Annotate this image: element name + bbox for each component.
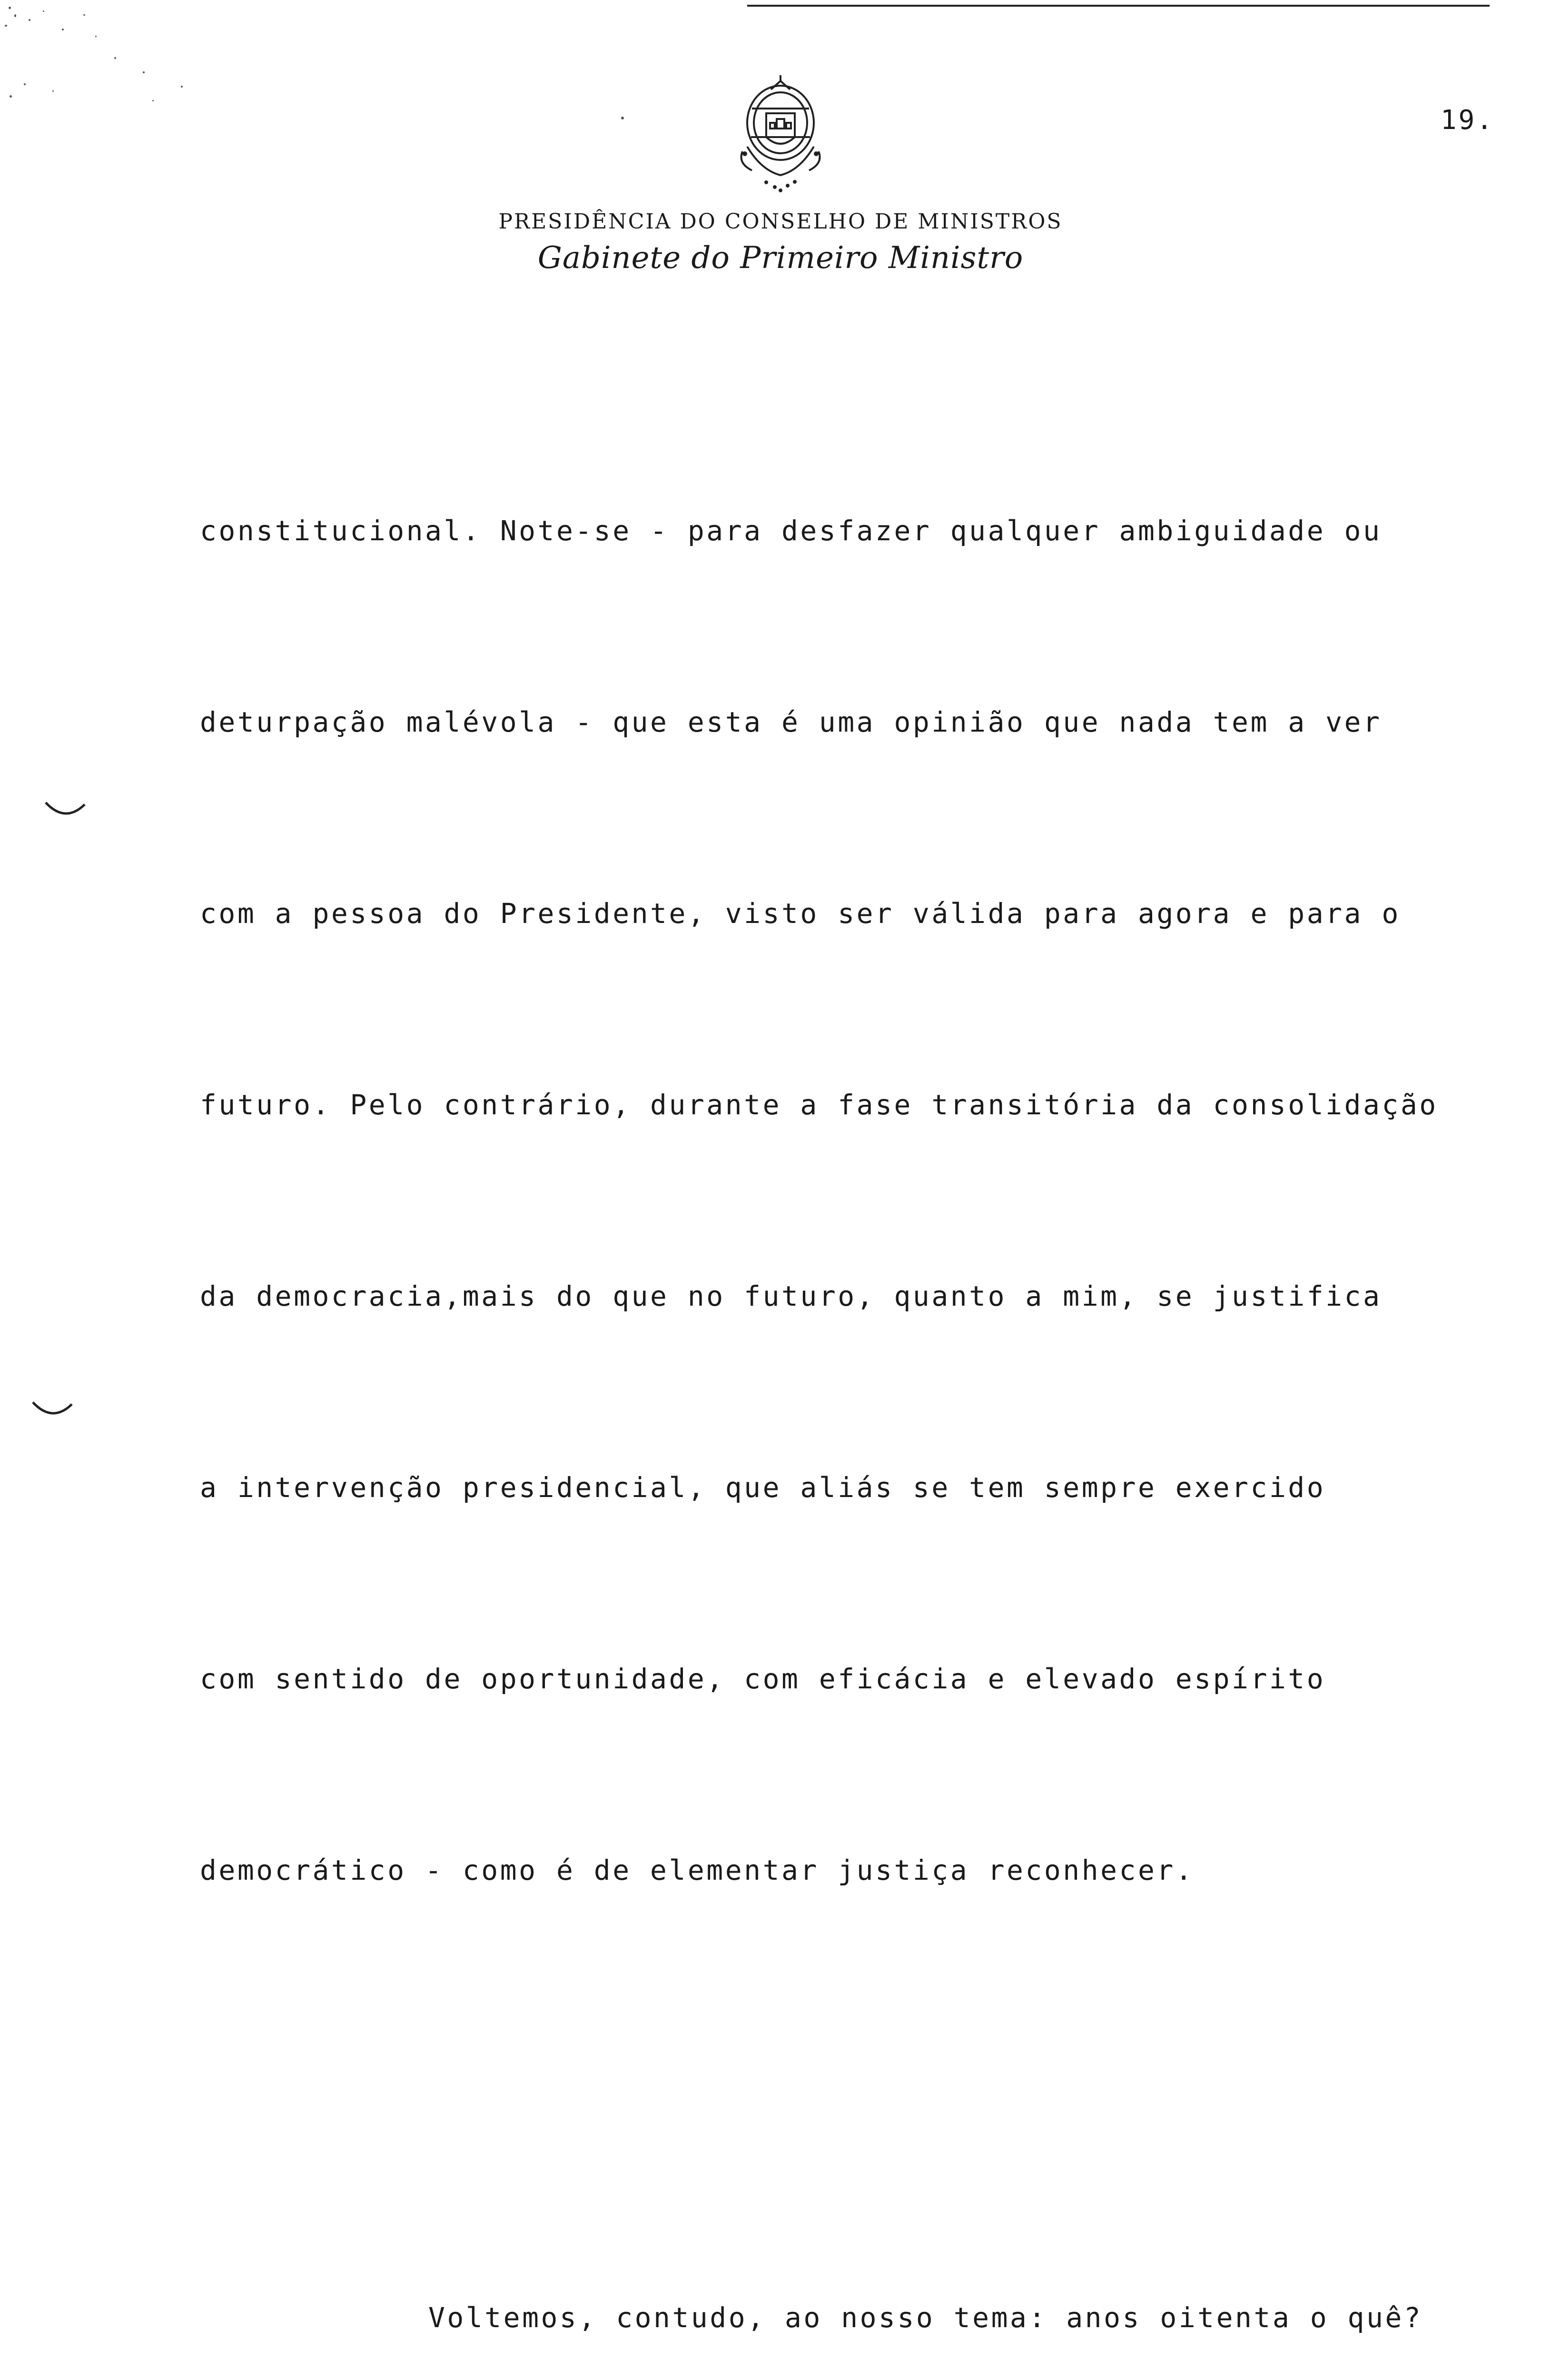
margin-tick-mark	[44, 800, 87, 819]
text-line: a intervenção presidencial, que aliás se tem sempre exercido	[200, 1471, 1326, 1504]
text-line: com a pessoa do Presidente, visto ser válida para agora e para o	[200, 897, 1401, 930]
text-line	[200, 2286, 1513, 2350]
body-text	[200, 371, 1513, 2380]
text-line: com sentido de oportunidade, com eficácia e elevado espírito	[200, 1663, 1326, 1695]
portuguese-coat-of-arms-icon	[719, 75, 842, 194]
text-line: deturpação malévola - que esta é uma opinião que nada tem a ver	[200, 706, 1382, 738]
text-line: da democracia,mais do que no futuro, quanto a mim, se justifica	[200, 1280, 1382, 1312]
text-line-content: Voltemos, contudo, ao nosso tema: anos oitenta o quê?	[428, 2301, 1423, 2334]
letterhead-subtitle: Gabinete do Primeiro Ministro	[537, 240, 1024, 276]
letterhead-title: PRESIDÊNCIA DO CONSELHO DE MINISTROS	[498, 209, 1063, 234]
paragraph-2	[200, 2158, 1513, 2380]
text-line: democrático - como é de elementar justiça reconhecer.	[200, 1854, 1195, 1886]
paragraph-1	[200, 371, 1513, 2030]
page-number: 19.	[1440, 105, 1494, 136]
margin-tick-mark	[31, 1399, 74, 1418]
top-border-rule	[747, 5, 1490, 7]
text-line: constitucional. Note-se - para desfazer qualquer ambiguidade ou	[200, 515, 1382, 547]
text-line: futuro. Pelo contrário, durante a fase transitória da consolidação	[200, 1089, 1438, 1121]
